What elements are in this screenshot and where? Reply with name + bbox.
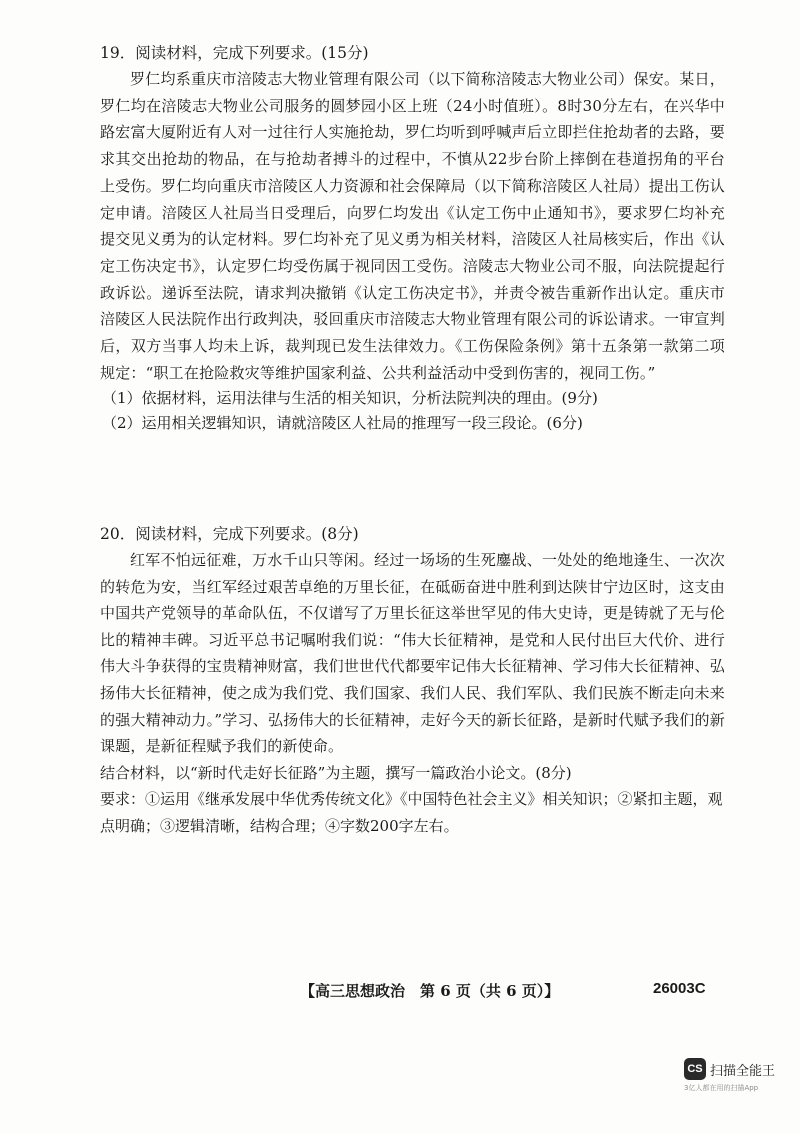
footer-page-label: 【高三思想政治 第 6 页（共 6 页）】 <box>300 982 560 1000</box>
question-19 <box>100 40 725 436</box>
camscanner-logo-icon: CS <box>684 1058 706 1080</box>
watermark-tagline: 3亿人都在用的扫描App <box>684 1084 759 1092</box>
question-19-sub-2: （2）运用相关逻辑知识，请就涪陵区人社局的推理写一段三段论。(6分) <box>102 414 583 433</box>
watermark-app-name: 扫描全能王 <box>710 1064 776 1079</box>
question-20 <box>100 521 725 840</box>
question-20-task: 结合材料，以“新时代走好长征路”为主题，撰写一篇政治小论文。(8分) <box>100 763 572 782</box>
scanner-watermark <box>684 1058 794 1098</box>
question-20-requirements: 要求：①运用《继承发展中华优秀传统文化》《中国特色社会主义》相关知识；②紧扣主题，观点明确；③逻辑清晰，结构合理；④字数200字左右。 <box>100 790 723 835</box>
question-19-material: 罗仁均系重庆市涪陵志大物业管理有限公司（以下简称涪陵志大物业公司）保安。某日，罗仁均在涪陵志大物业公司服务的圆梦园小区上班（24小时值班）。8时30分左右，在兴华中路宏富大厦附近有人对一过往行人实施抢劫，罗仁均听到呼喊声后立即拦住抢劫者的去路，要求其交出抢劫的物品，在与抢劫者搏斗的过程中，不慎从22步台阶上摔倒在巷道拐角的平台上受伤。罗仁均向重庆市涪陵区人力资源和社会保障局（以下简称涪陵区人社局）提出工伤认定申请。涪陵区人社局当日受理后，向罗仁均发出《认定工伤中止通知书》，要求罗仁均补充提交见义勇为的认定材料。罗仁均补充了见义勇为相关材料，涪陵区人社局核实后，作出《认定工伤决定书》，认定罗仁均受伤属于视同因工受伤。涪陵志大物业公司不服，向法院提起行政诉讼。递诉至法院，请求判决撤销《认定工伤决定书》，并责令被告重新作出认定。重庆市涪陵区人民法院作出行政判决，驳回重庆市涪陵志大物业管理有限公司的诉讼请求。一审宣判后，双方当事人均未上诉，裁判现已发生法律效力。《工伤保险条例》第十五条第一款第二项规定：“职工在抢险救灾等维护国家利益、公共利益活动中受到伤害的，视同工伤。” <box>100 70 725 382</box>
footer-exam-code: 26003C <box>653 980 706 997</box>
page-footer <box>0 980 800 1004</box>
question-20-heading: 20．阅读材料，完成下列要求。(8分) <box>100 525 359 543</box>
question-20-material: 红军不怕远征难，万水千山只等闲。经过一场场的生死鏖战、一处处的绝地逢生、一次次的转危为安，当红军经过艰苦卓绝的万里长征，在砥砺奋进中胜利到达陕甘宁边区时，这支由中国共产党领导的革命队伍，不仅谱写了万里长征这举世罕见的伟大史诗，更是铸就了无与伦比的精神丰碑。习近平总书记嘱咐我们说：“伟大长征精神，是党和人民付出巨大代价、进行伟大斗争获得的宝贵精神财富，我们世世代代都要牢记伟大长征精神、学习伟大长征精神、弘扬伟大长征精神，使之成为我们党、我们国家、我们人民、我们军队、我们民族不断走向未来的强大精神动力。”学习、弘扬伟大的长征精神，走好今天的新长征路，是新时代赋予我们的新课题，是新征程赋予我们的新使命。 <box>100 551 725 756</box>
question-19-heading: 19．阅读材料，完成下列要求。(15分) <box>100 44 369 62</box>
question-19-sub-1: （1）依据材料，运用法律与生活的相关知识，分析法院判决的理由。(9分) <box>102 389 598 408</box>
